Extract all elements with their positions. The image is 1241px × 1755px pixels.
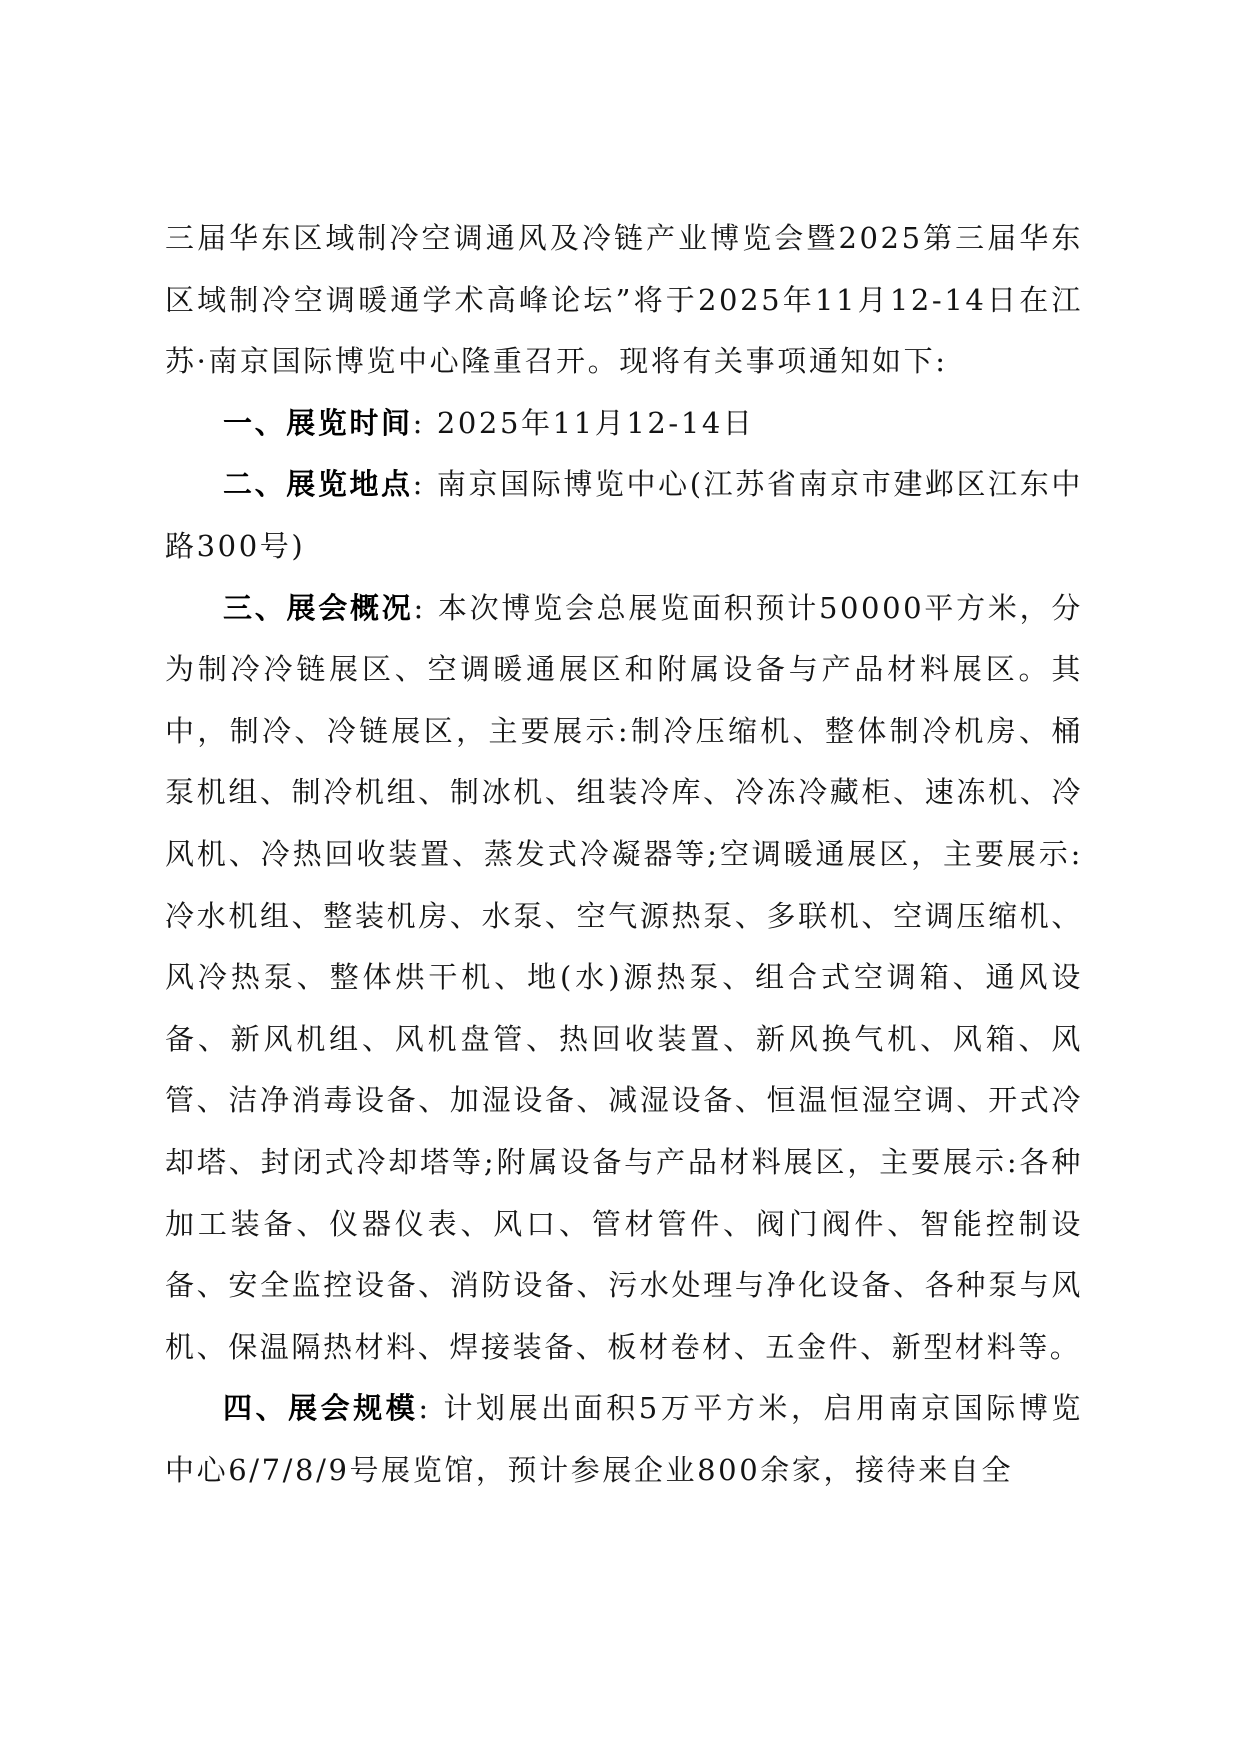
section-exhibition-scale [165, 1378, 1083, 1501]
section-colon: : [418, 1391, 431, 1426]
intro-paragraph: 三届华东区域制冷空调通风及冷链产业博览会暨2025第三届华东区域制冷空调暖通学术高峰论坛”将于2025年11月12-14日在江苏·南京国际博览中心隆重召开。现将有关事项通知如下: [165, 221, 1083, 379]
section-exhibition-time [165, 393, 1083, 455]
section-body: 本次博览会总展览面积预计50000平方米，分为制冷冷链展区、空调暖通展区和附属设备与产品材料展区。其中，制冷、冷链展区，主要展示:制冷压缩机、整体制冷机房、桶泵机组、制冷机组、制冰机、组装冷库、冷冻冷藏柜、速冻机、冷风机、冷热回收装置、蒸发式冷凝器等;空调暖通展区，主要展示:冷水机组、整装机房、水泵、空气源热泵、多联机、空调压缩机、风冷热泵、整体烘干机、地(水)源热泵、组合式空调箱、通风设备、新风机组、风机盘管、热回收装置、新风换气机、风箱、风管、洁净消毒设备、加湿设备、减湿设备、恒温恒湿空调、开式冷却塔、封闭式冷却塔等;附属设备与产品材料展区，主要展示:各种加工装备、仪器仪表、风口、管材管件、阀门阀件、智能控制设备、安全监控设备、消防设备、污水处理与净化设备、各种泵与风机、保温隔热材料、焊接装备、板材卷材、五金件、新型材料等。 [165, 590, 1083, 1364]
section-colon: : [412, 467, 426, 502]
document-page [165, 208, 1083, 1501]
section-exhibition-venue [165, 454, 1083, 577]
section-heading: 二、展览地点 [223, 467, 413, 502]
section-body: 2025年11月12-14日 [436, 405, 755, 440]
section-exhibition-overview [165, 578, 1083, 1379]
section-colon: : [412, 405, 425, 440]
section-heading: 一、展览时间 [223, 405, 413, 440]
section-body: 计划展出面积5万平方米，启用南京国际博览中心6/7/8/9号展览馆，预计参展企业800余家，接待来自全 [165, 1391, 1083, 1487]
section-heading: 四、展会规模 [223, 1391, 419, 1426]
section-colon: : [413, 590, 426, 625]
section-heading: 三、展会概况 [223, 590, 414, 625]
section-body: 南京国际博览中心(江苏省南京市建邺区江东中路300号) [165, 467, 1083, 563]
